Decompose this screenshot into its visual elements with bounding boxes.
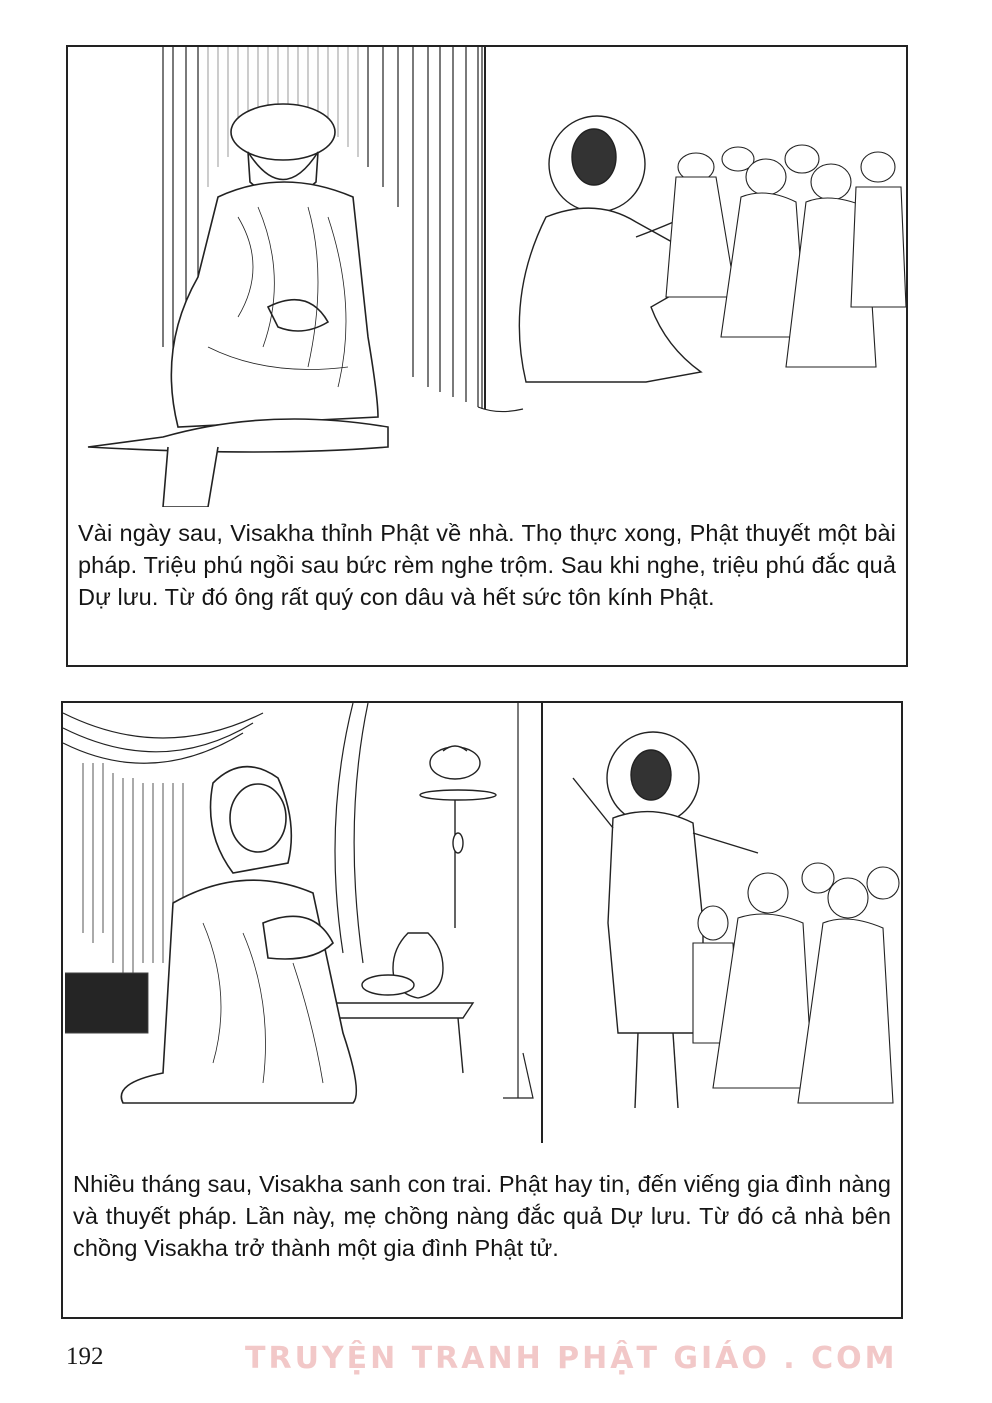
panel-1-caption: Vài ngày sau, Visakha thỉnh Phật về nhà. Thọ thực xong, Phật thuyết một bài pháp. Triệu phú ngồi sau bức rèm nghe trộm. Sau khi nghe, triệu phú đắc quả Dự lưu. Từ đó ông rất quý con dâu và hết sức tôn kính Phật. bbox=[78, 520, 896, 610]
panel-2-caption: Nhiều tháng sau, Visakha sanh con trai. Phật hay tin, đến viếng gia đình nàng và thuyết pháp. Lần này, mẹ chồng nàng đắc quả Dự lưu. Từ đó cả nhà bên chồng Visakha trở thành một gia đình Phật tử. bbox=[73, 1171, 891, 1261]
page-number: 192 bbox=[66, 1343, 104, 1370]
comic-panel-1 bbox=[66, 45, 908, 667]
comic-panel-2 bbox=[61, 701, 903, 1319]
buddha-preaching-illustration bbox=[486, 47, 906, 447]
watermark-text: TRUYỆN TRANH PHẬT GIÁO . COM bbox=[245, 1341, 898, 1376]
panel-2-artwork bbox=[63, 703, 901, 1143]
panel-1-scene-divider bbox=[484, 47, 486, 409]
panel-1-artwork bbox=[68, 47, 906, 507]
buddha-standing-illustration bbox=[543, 703, 901, 1143]
mother-with-baby-illustration bbox=[63, 703, 543, 1143]
